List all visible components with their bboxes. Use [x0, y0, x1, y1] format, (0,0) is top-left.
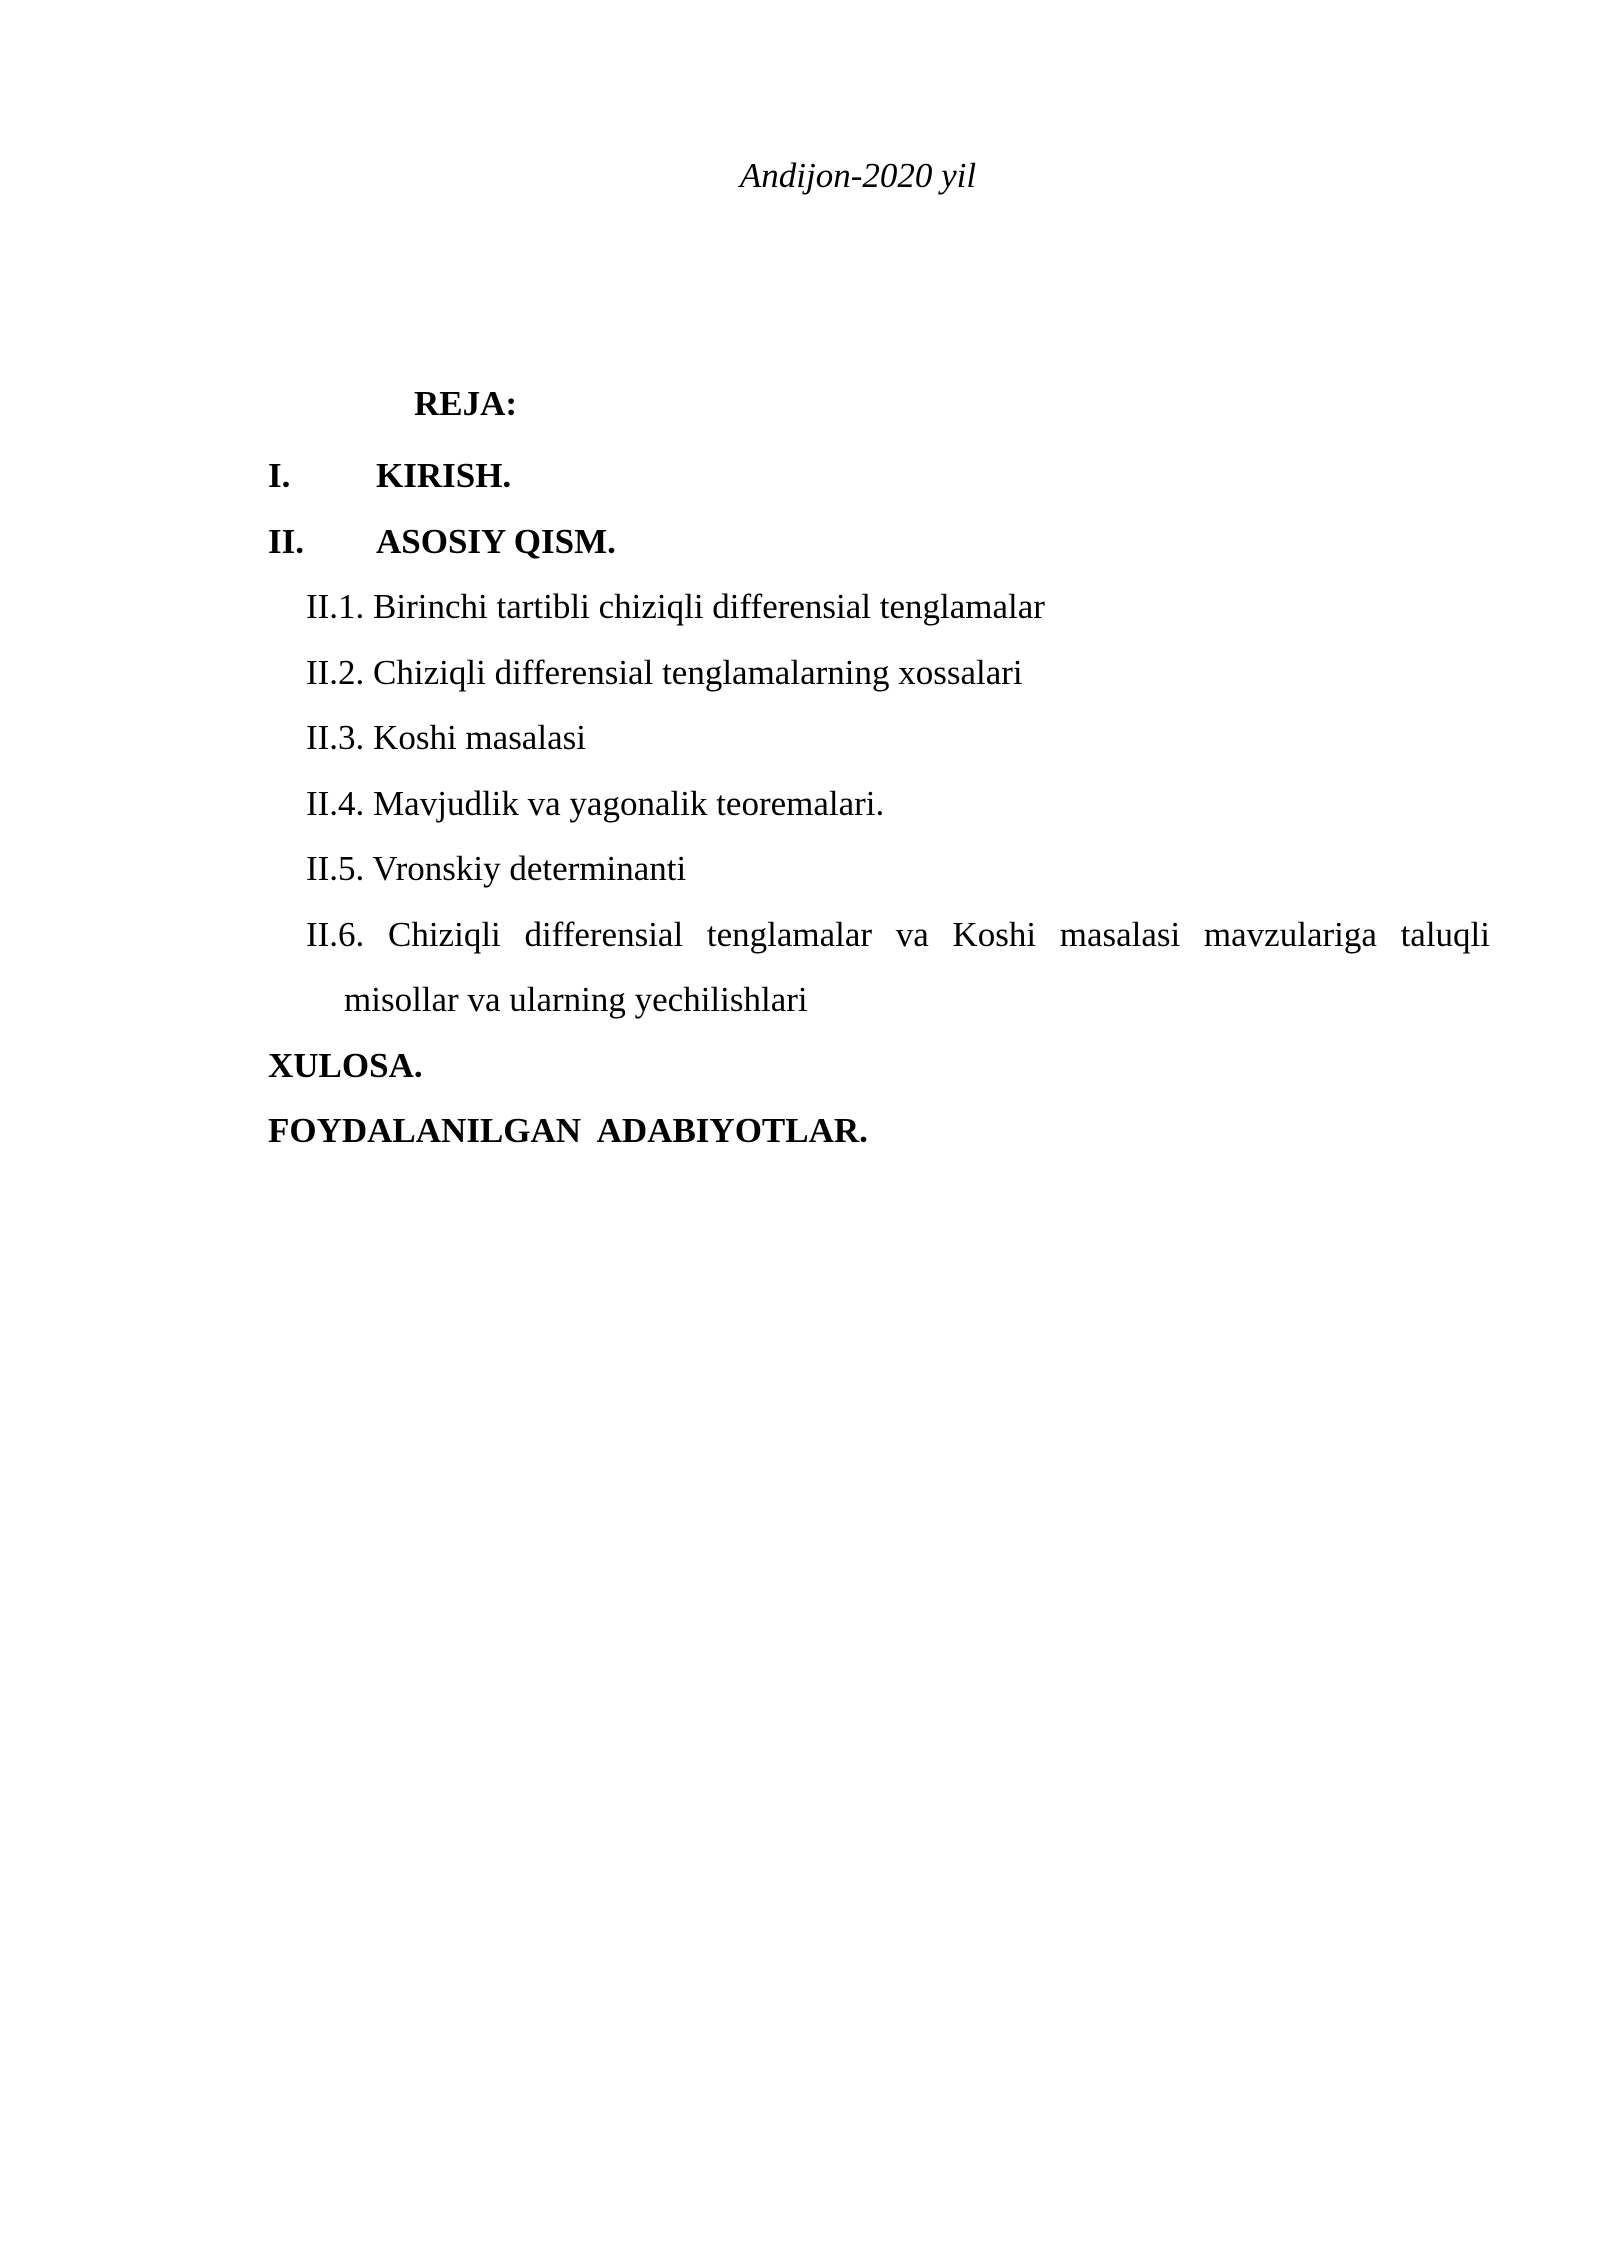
plan-subitem-4: II.4. Mavjudlik va yagonalik teoremalari.: [306, 783, 885, 823]
plan-subitem-6-line2: misollar va ularning yechilishlari: [344, 980, 808, 1019]
plan-subitem-3: II.3. Koshi masalasi: [306, 718, 586, 757]
place-year-line: Andijon-2020 yil: [739, 156, 977, 195]
plan-item-asosiy-qism: [268, 509, 1490, 575]
plan-item-kirish: [268, 443, 1490, 509]
plan-item-number: I.: [268, 456, 291, 495]
plan-item-xulosa: XULOSA.: [268, 1045, 423, 1085]
plan-subitem-6: [268, 902, 1490, 1033]
plan-item-references: FOYDALANILGAN ADABIYOTLAR.: [268, 1111, 868, 1150]
plan-subitem-1: II.1. Birinchi tartibli chiziqli differensial tenglamalar: [306, 587, 1045, 626]
plan-list: [268, 443, 1490, 1164]
plan-item-label: ASOSIY QISM.: [376, 521, 616, 561]
plan-subitem-6-line1: II.6. Chiziqli differensial tenglamalar va Koshi masalasi mavzulariga taluqli: [306, 914, 1490, 954]
plan-subitem-5: II.5. Vronskiy determinanti: [306, 849, 687, 888]
plan-title: REJA:: [414, 384, 518, 423]
plan-subitem-2: II.2. Chiziqli differensial tenglamalarning xossalari: [306, 652, 1023, 692]
plan-item-number: II.: [268, 521, 304, 561]
plan-item-label: KIRISH.: [376, 456, 512, 495]
